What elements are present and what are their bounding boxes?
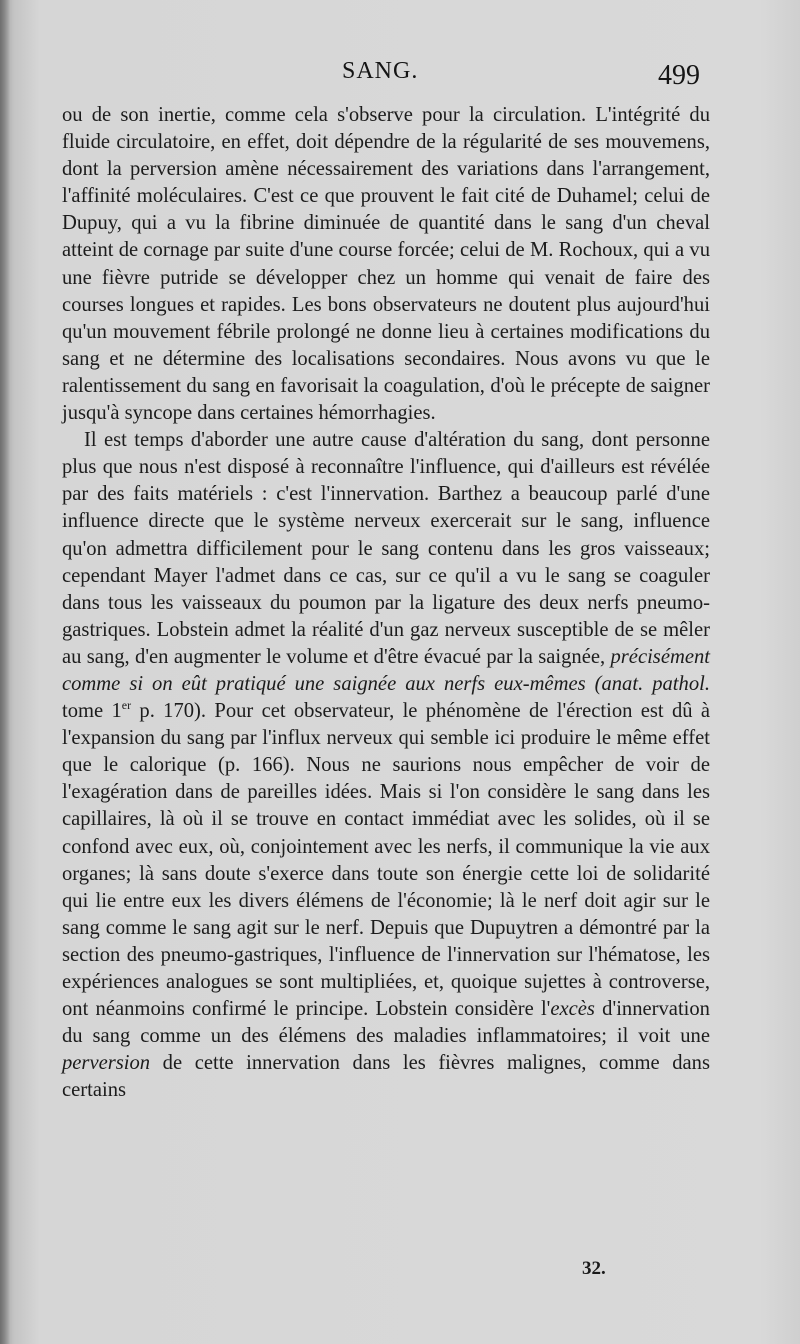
paragraph-1: ou de son inertie, comme cela s'observe pour la circulation. L'intégrité du fluide circulatoire, en effet, doit dépendre de la régularité de ses mouvemens, dont la perversion amène nécessairement des variations dans l'arrangement, l'affinité moléculaires. C'est ce que prouvent le fait cité de Duhamel; celui de Dupuy, qui a vu la fibrine diminuée de quantité dans le sang d'un cheval atteint de cornage par suite d'une course forcée; celui de M. Rochoux, qui a vu une fièvre putride se développer chez un homme qui venait de faire des courses longues et rapides. Les bons observateurs ne doutent plus aujourd'hui qu'un mouvement fébrile prolongé ne donne lieu à certaines modifications du sang et ne détermine des localisations secondaires. Nous avons vu que le ralentissement du sang en favorisait la coagulation, d'où le précepte de saigner jusqu'à syncope dans certaines hémorrhagies.: [62, 104, 710, 425]
running-title: SANG.: [342, 58, 419, 84]
paragraph-2-volume-number: 1: [111, 700, 122, 723]
paragraph-2-italic-quote: précisément comme si on eût pratiqué une saignée aux nerfs eux-mêmes (anat. pathol.: [62, 645, 710, 695]
paragraph-2: [62, 427, 710, 1104]
paragraph-2-text-c: p. 170). Pour cet observateur, le phénomène de l'érection est dû à l'expansion du sang par l'influx nerveux qui semble ici produire le même effet que le calorique (p. 166). Nous ne saurions nous empêcher de voir de l'exagération dans de pareilles idées. Mais si l'on considère le sang dans les capillaires, là où il se trouve en contact immédiat avec les solides, où il se confond avec eux, où, conjointement avec les nerfs, il communique la vie aux organes; là sans doute s'exerce dans toute son énergie cette loi de solidarité qui lie entre eux les divers élémens de l'économie; là le nerf doit agir sur le sang comme le sang agit sur le nerf. Depuis que Dupuytren a démontré par la section des pneumo-gastriques, l'influence de l'innervation sur l'hématose, les expériences analogues se sont multipliées, et, quoique sujettes à controverse, ont néanmoins confirmé le principe. Lobstein considère l': [62, 700, 710, 1021]
paragraph-2-text-a: Il est temps d'aborder une autre cause d'altération du sang, dont personne plus que nous n'est disposé à reconnaître l'influence, qui d'ailleurs est révélée par des faits matériels : c'est l'innervation. Barthez a beaucoup parlé d'une influence directe que le système nerveux exercerait sur le sang, influence qu'on admettra difficilement pour le sang contenu dans les gros vaisseaux; cependant Mayer l'admet dans ce cas, sur ce qu'il a vu le sang se coaguler dans tous les vaisseaux du poumon par la ligature des deux nerfs pneumo-gastriques. Lobstein admet la réalité d'un gaz nerveux susceptible de se mêler au sang, d'en augmenter le volume et d'être évacué par la saignée,: [62, 429, 710, 668]
binding-shadow: [0, 0, 10, 1344]
signature-mark: 32.: [582, 1258, 606, 1279]
paragraph-2-italic-exces: excès: [550, 998, 595, 1021]
page-number: 499: [658, 60, 700, 91]
body-text: [62, 102, 710, 1104]
paragraph-2-text-b: tome: [62, 700, 112, 723]
running-header: [0, 58, 800, 98]
paragraph-2-superscript: er: [121, 698, 132, 713]
paragraph-2-text-e: de cette innervation dans les fièvres malignes, comme dans certains: [62, 1052, 710, 1102]
paragraph-2-text-d: d'innervation du sang comme un des élémens des maladies inflammatoires; il voit une: [62, 998, 710, 1048]
paragraph-2-italic-perversion: perversion: [62, 1052, 151, 1075]
